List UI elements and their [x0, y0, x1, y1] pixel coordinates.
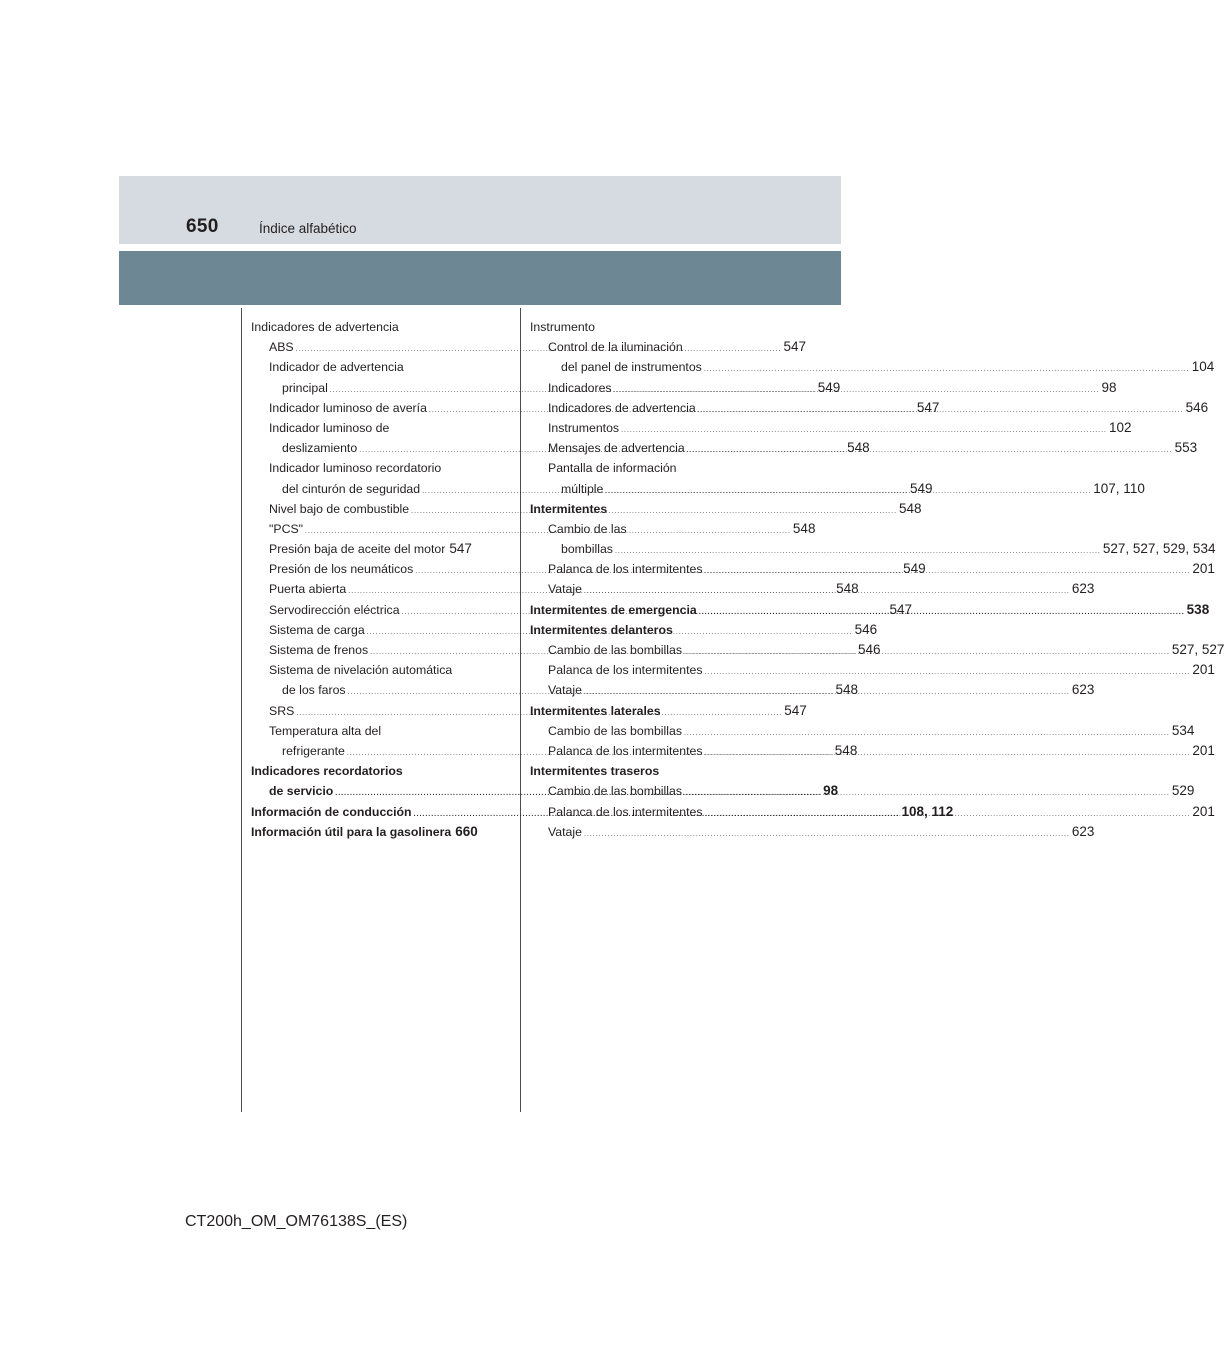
index-entry: [251, 660, 471, 680]
index-entry-term: deslizamiento: [282, 441, 358, 456]
index-entry-term: Vataje: [548, 582, 582, 597]
index-entry-page[interactable]: 549: [817, 379, 841, 395]
index-entry-term: Intermitentes delanteros: [530, 622, 673, 637]
index-entry: [530, 620, 750, 640]
dot-leader: [704, 744, 1190, 764]
index-entry-page[interactable]: 549: [903, 561, 926, 577]
index-entry-term: múltiple: [561, 481, 604, 496]
index-entry: [530, 458, 750, 478]
index-entry-term: Palanca de los intermitentes: [548, 804, 703, 819]
index-entry-term: principal: [282, 380, 328, 395]
index-entry-page[interactable]: 547: [449, 541, 472, 557]
index-entry-page[interactable]: 547: [783, 339, 807, 355]
index-entry: [251, 357, 471, 377]
index-entry-term: Intermitentes: [530, 501, 608, 516]
index-entry-page[interactable]: 527, 527, 529, 534: [1102, 541, 1216, 557]
index-entry-term: Cambio de las bombillas: [548, 723, 682, 738]
index-entry-page[interactable]: 98: [823, 783, 839, 799]
index-entry-page[interactable]: 547: [916, 399, 940, 415]
index-entry-page[interactable]: 201: [1192, 742, 1215, 758]
index-entry-page[interactable]: 547: [889, 601, 912, 617]
index-entry: [530, 761, 750, 781]
index-entry-term: Mensajes de advertencia: [548, 441, 685, 456]
index-entry-page[interactable]: 107, 110: [1093, 480, 1145, 496]
index-entry-term: Sistema de frenos: [269, 643, 369, 657]
header-band: [119, 176, 841, 244]
index-entry-term: Palanca de los intermitentes: [548, 562, 703, 577]
index-entry-page[interactable]: 548: [834, 742, 858, 758]
index-entry-page[interactable]: 546: [854, 621, 878, 637]
dot-leader: [699, 603, 1185, 623]
index-entry: [530, 418, 1132, 438]
index-entry-page[interactable]: 534: [1171, 722, 1195, 738]
index-entry-term: Indicador luminoso recordatorio: [269, 461, 442, 476]
index-entry: [251, 418, 471, 438]
header-bar: [119, 251, 841, 305]
index-entry-term: refrigerante: [282, 743, 345, 758]
index-entry-term: Temperatura alta del: [269, 723, 382, 738]
index-entry-page[interactable]: 104: [1191, 359, 1215, 375]
index-entry-term: Instrumentos: [548, 420, 620, 435]
index-entry-term: SRS: [269, 703, 295, 718]
index-entry-term: Intermitentes de emergencia: [530, 602, 697, 617]
index-entry-page[interactable]: 529: [1171, 783, 1195, 799]
dot-leader: [621, 421, 1107, 441]
index-entry-term: ABS: [269, 340, 294, 355]
index-entry-term: Vataje: [548, 824, 582, 839]
index-entry: [251, 822, 478, 842]
index-entry: [530, 337, 750, 357]
index-entry-term: Cambio de las bombillas: [548, 784, 682, 799]
index-entry-page[interactable]: 547: [784, 702, 807, 718]
index-entry-page[interactable]: 548: [847, 440, 870, 456]
dot-leader: [687, 441, 1173, 461]
index-entry: [251, 317, 471, 337]
index-entry: [530, 660, 1215, 680]
index-entry-term: Presión de los neumáticos: [269, 562, 414, 577]
index-entry-term: Instrumento: [530, 320, 595, 334]
index-entry-page[interactable]: 538: [1186, 601, 1210, 617]
index-entry-page[interactable]: 548: [792, 520, 816, 536]
dot-leader: [704, 360, 1190, 380]
index-entry-term: Cambio de las bombillas: [548, 643, 682, 657]
dot-leader: [684, 724, 1170, 744]
index-entry-term: Información de conducción: [251, 804, 412, 819]
index-entry-term: Indicadores de advertencia: [251, 320, 399, 334]
index-entry-page[interactable]: 546: [858, 642, 881, 657]
page-number: 650: [186, 216, 219, 237]
index-entry-page[interactable]: 201: [1192, 662, 1215, 678]
index-entry: [530, 519, 750, 539]
index-entry-term: Indicador luminoso de: [269, 420, 390, 435]
index-entry-term: Indicadores de advertencia: [548, 400, 696, 415]
dot-leader: [684, 784, 1170, 804]
index-entry-page[interactable]: 527, 527: [1171, 642, 1224, 657]
index-entry-term: del cinturón de seguridad: [282, 481, 421, 496]
index-entry-term: de los faros: [282, 683, 346, 698]
index-entry-page[interactable]: 98: [1101, 379, 1117, 395]
index-entry-page[interactable]: 660: [455, 823, 478, 839]
index-entry-term: Control de la iluminación: [548, 340, 683, 355]
index-entry-term: Palanca de los intermitentes: [548, 663, 703, 678]
index-entry: [530, 317, 750, 337]
index-entry-term: de servicio: [269, 784, 334, 799]
index-entry-term: Indicador de advertencia: [269, 360, 404, 375]
index-entry-page[interactable]: 108, 112: [901, 803, 954, 819]
index-entry-page[interactable]: 553: [1174, 440, 1198, 456]
index-entry-term: Intermitentes laterales: [530, 703, 661, 718]
index-entry-term: Cambio de las: [548, 521, 627, 536]
index-entry-term: Pantalla de información: [548, 461, 677, 476]
index-entry-term: del panel de instrumentos: [561, 360, 702, 375]
document-code: CT200h_OM_OM76138S_(ES): [185, 1213, 408, 1230]
dot-leader: [704, 663, 1190, 683]
index-entry-term: Indicadores: [548, 380, 612, 395]
index-entry-page[interactable]: 548: [836, 581, 859, 597]
index-entry: [530, 701, 750, 721]
index-entry-term: Vataje: [548, 683, 582, 698]
index-entry: [530, 357, 1215, 377]
dot-leader: [605, 482, 1091, 502]
index-entry-page[interactable]: 548: [835, 682, 859, 698]
index-entry: [251, 458, 471, 478]
index-entry-page[interactable]: 548: [899, 500, 922, 516]
index-entry-page[interactable]: 546: [1185, 399, 1209, 415]
index-entry: [530, 721, 1195, 741]
index-entry-term: Servodirección eléctrica: [269, 602, 400, 617]
index-entry-page[interactable]: 549: [910, 480, 933, 496]
index-entry: [530, 822, 1095, 842]
index-entry: [251, 721, 471, 741]
index-entry-term: Indicador luminoso de avería: [269, 400, 427, 415]
index-entry-term: Información útil para la gasolinera: [251, 824, 452, 839]
index-entry-term: Sistema de carga: [269, 622, 365, 637]
index-entry-page[interactable]: 201: [1192, 803, 1215, 819]
index-entry-term: Sistema de nivelación automática: [269, 663, 453, 678]
index-entry-page[interactable]: 623: [1071, 823, 1095, 839]
index-entry: [251, 539, 471, 559]
dot-leader: [684, 643, 1170, 663]
index-entry: [530, 499, 750, 519]
index-entry-page[interactable]: 102: [1109, 419, 1132, 435]
index-entry: [251, 761, 471, 781]
index-entry-term: bombillas: [561, 542, 613, 557]
index-entry-page[interactable]: 201: [1192, 561, 1215, 577]
index-entry-term: Intermitentes traseros: [530, 764, 660, 779]
index-entry: [530, 539, 1216, 559]
dot-leader: [704, 805, 1190, 825]
index-entry-term: Indicadores recordatorios: [251, 764, 403, 779]
section-title: Índice alfabético: [259, 221, 357, 236]
index-entry-term: Nivel bajo de combustible: [269, 501, 410, 516]
dot-leader: [584, 825, 1070, 845]
index-entry-term: Puerta abierta: [269, 582, 347, 597]
column-divider-left: [241, 308, 242, 1112]
index-entry-page[interactable]: 623: [1071, 682, 1095, 698]
index-entry-term: Palanca de los intermitentes: [548, 743, 703, 758]
dot-leader: [704, 562, 1190, 582]
index-entry-page[interactable]: 623: [1071, 581, 1095, 597]
index-entry-term: Presión baja de aceite del motor: [269, 542, 446, 557]
index-entry-term: "PCS": [269, 521, 304, 536]
